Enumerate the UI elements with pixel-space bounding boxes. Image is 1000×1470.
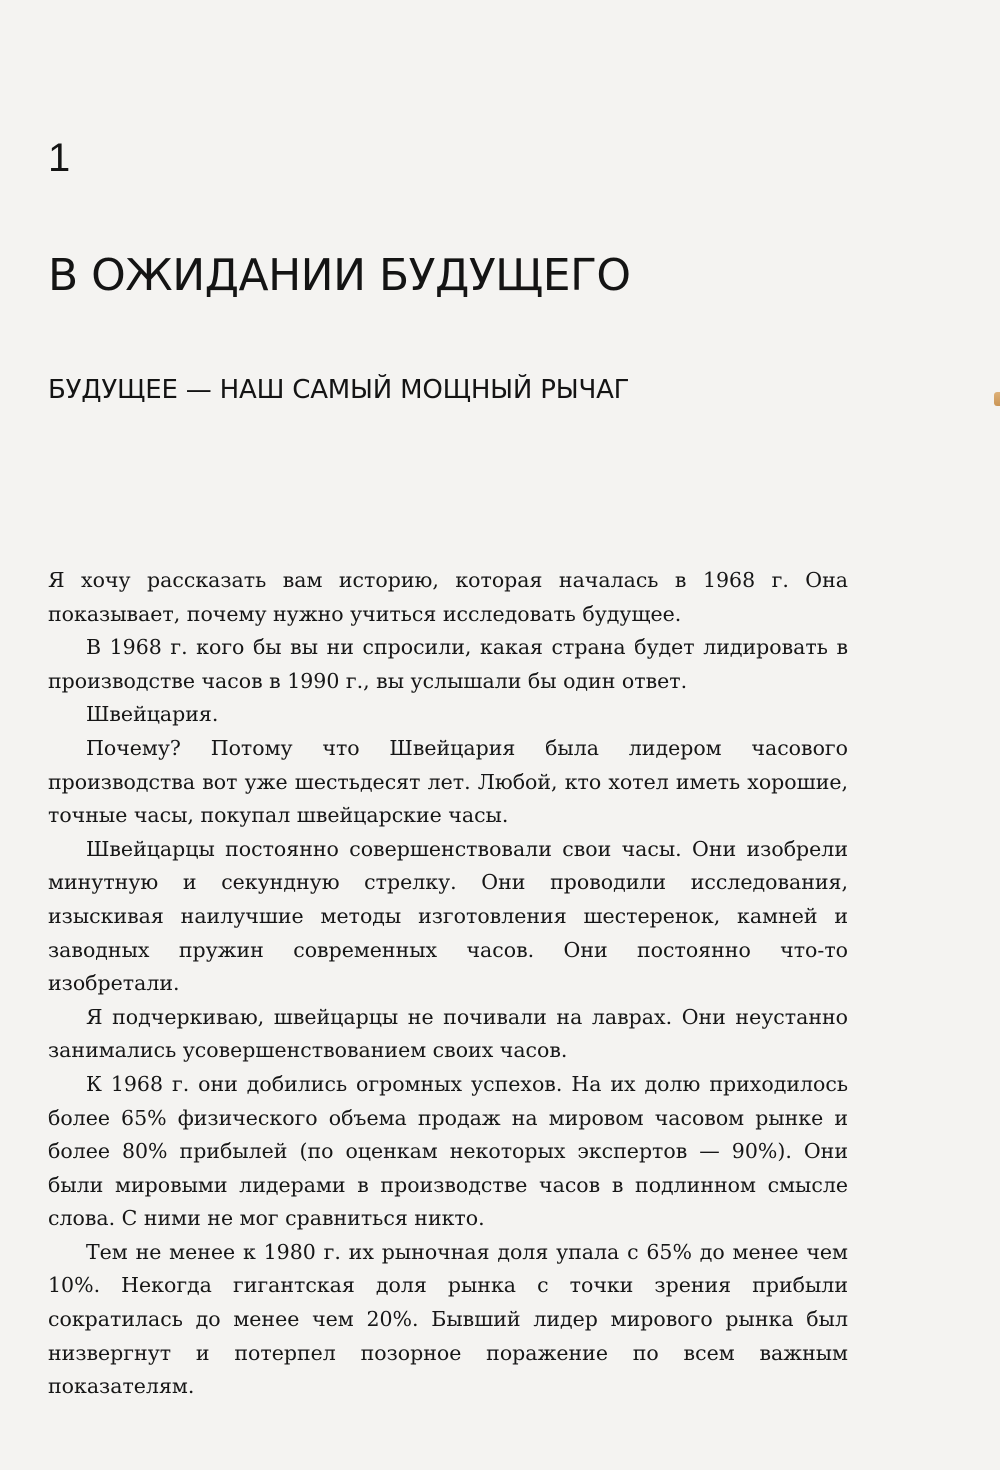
paragraph: Швейцарцы постоянно совершенствовали свои часы. Они изобрели минутную и секундную стрелку. Они проводили исследования, изыскивая наилучшие методы изготовления шестеренок, камней и заводных пружин современных часов. Они постоянно что-то изобретали. <box>48 836 848 996</box>
paragraph: Швейцария. <box>86 702 219 727</box>
paragraph: Почему? Потому что Швейцария была лидером часового производства вот уже шестьдесят лет. Любой, кто хотел иметь хорошие, точные часы, покупал швейцарские часы. <box>48 735 848 828</box>
section-title: БУДУЩЕЕ — НАШ САМЫЙ МОЩНЫЙ РЫЧАГ <box>48 375 630 405</box>
page-edge-mark <box>994 392 1000 406</box>
chapter-number: 1 <box>48 136 71 180</box>
paragraph: В 1968 г. кого бы вы ни спросили, какая страна будет лидировать в производстве часов в 1990 г., вы услышали бы один ответ. <box>48 635 848 693</box>
chapter-title: В ОЖИДАНИИ БУДУЩЕГО <box>48 250 631 301</box>
paragraph: К 1968 г. они добились огромных успехов. На их долю приходилось более 65% физического объема продаж на мировом часовом рынке и более 80% прибылей (по оценкам некоторых экспертов — 90%). Они были мировыми лидерами в производстве часов в подлинном смысле слова. С ними не мог сравниться никто. <box>48 1071 848 1231</box>
paragraph: Я хочу рассказать вам историю, которая началась в 1968 г. Она показывает, почему нужно учиться исследовать будущее. <box>48 568 848 626</box>
paragraph: Я подчеркиваю, швейцарцы не почивали на лаврах. Они неустанно занимались усовершенствованием своих часов. <box>48 1004 848 1063</box>
body-text <box>48 564 848 1404</box>
paragraph: Тем не менее к 1980 г. их рыночная доля упала с 65% до менее чем 10%. Некогда гигантская доля рынка с точки зрения прибыли сократилась до менее чем 20%. Бывший лидер мирового рынка был низвергнут и потерпел позорное поражение по всем важным показателям. <box>48 1239 848 1399</box>
